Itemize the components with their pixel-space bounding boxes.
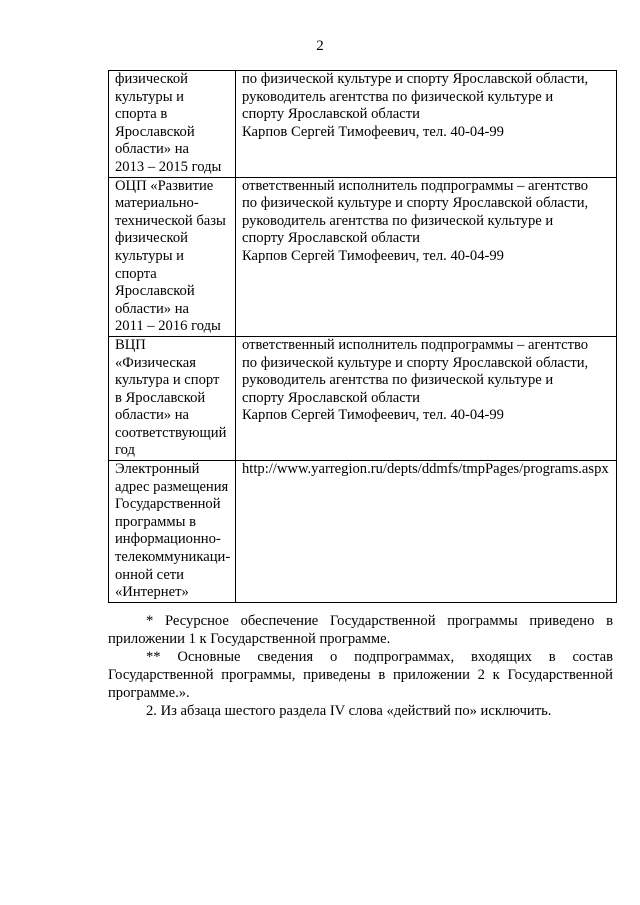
responsible-executor-line: по физической культуре и спорту Ярославской области, <box>242 354 589 371</box>
note-resource-provision: * Ресурсное обеспечение Государственной программы приведено в приложении 1 к Государственной программе. <box>108 613 613 647</box>
program-name-line: области» на <box>115 300 190 317</box>
program-name-line: области» на <box>115 407 190 424</box>
program-name-line: спорта в <box>115 106 168 123</box>
table-row <box>109 177 617 336</box>
table-row <box>109 336 617 460</box>
program-name-line: культуры и <box>115 247 184 264</box>
program-name-line: соответствующий <box>115 424 227 441</box>
program-name-line: физической <box>115 71 188 87</box>
program-name-line: ВЦП <box>115 336 146 353</box>
program-name-line: Государственной <box>115 496 221 513</box>
program-name-line: спорта <box>115 265 157 282</box>
responsible-executor-line: по физической культуре и спорту Ярославской области, <box>242 71 589 87</box>
program-name-line: год <box>115 442 135 459</box>
responsible-executor-line: руководитель агентства по физической культуре и <box>242 212 554 229</box>
table-row <box>109 71 617 178</box>
program-name-line: материально- <box>115 195 199 212</box>
responsible-executor-cell <box>236 177 617 336</box>
program-name-line: 2011 – 2016 годы <box>115 318 221 335</box>
responsible-executor-cell <box>236 336 617 460</box>
program-name-line: адрес размещения <box>115 478 229 495</box>
program-info-table <box>108 70 617 603</box>
note-subprograms-info: ** Основные сведения о подпрограммах, входящих в состав Государственной программы, приведены в приложении 2 к Государственной программе.». <box>108 649 613 701</box>
responsible-executor-line: спорту Ярославской области <box>242 230 420 247</box>
program-name-line: области» на <box>115 141 190 158</box>
program-name-line: «Физическая <box>115 354 196 371</box>
notes-section <box>108 612 613 720</box>
program-name-line: культуры и <box>115 88 184 105</box>
page-number: 2 <box>316 38 324 54</box>
program-name-line: телекоммуникаци- <box>115 549 231 566</box>
responsible-executor-line: Карпов Сергей Тимофеевич, тел. 40-04-99 <box>242 407 504 424</box>
responsible-executor-line: ответственный исполнитель подпрограммы – агентство <box>242 177 589 194</box>
program-name-line: в Ярославской <box>115 389 206 406</box>
program-name-cell <box>109 177 236 336</box>
responsible-executor-line: по физической культуре и спорту Ярославской области, <box>242 195 589 212</box>
program-name-line: физической <box>115 230 188 247</box>
responsible-executor-line: Карпов Сергей Тимофеевич, тел. 40-04-99 <box>242 123 504 140</box>
program-url-cell <box>236 461 617 603</box>
amendment-item-2: 2. Из абзаца шестого раздела IV слова «действий по» исключить. <box>146 703 552 719</box>
responsible-executor-line: спорту Ярославской области <box>242 389 420 406</box>
responsible-executor-line: Карпов Сергей Тимофеевич, тел. 40-04-99 <box>242 247 504 264</box>
program-name-line: технической базы <box>115 212 226 229</box>
program-name-cell <box>109 336 236 460</box>
program-name-line: программы в <box>115 513 196 530</box>
program-name-line: Ярославской <box>115 283 195 300</box>
table-row <box>109 461 617 603</box>
program-name-line: Ярославской <box>115 123 195 140</box>
responsible-executor-line: руководитель агентства по физической культуре и <box>242 372 554 389</box>
responsible-executor-line: спорту Ярославской области <box>242 106 420 123</box>
program-name-line: ОЦП «Развитие <box>115 177 214 194</box>
responsible-executor-cell <box>236 71 617 178</box>
responsible-executor-line: ответственный исполнитель подпрограммы – агентство <box>242 336 589 353</box>
program-name-line: Электронный <box>115 461 200 478</box>
program-name-cell <box>109 71 236 178</box>
program-name-line: онной сети <box>115 566 184 583</box>
program-name-line: культура и спорт <box>115 372 220 389</box>
program-name-line: информационно- <box>115 531 221 548</box>
program-name-line: 2013 – 2015 годы <box>115 158 222 175</box>
program-name-cell <box>109 461 236 603</box>
program-name-line: «Интернет» <box>115 584 189 601</box>
responsible-executor-line: руководитель агентства по физической культуре и <box>242 88 554 105</box>
program-url[interactable]: http://www.yarregion.ru/depts/ddmfs/tmpPages/programs.aspx <box>242 461 609 478</box>
